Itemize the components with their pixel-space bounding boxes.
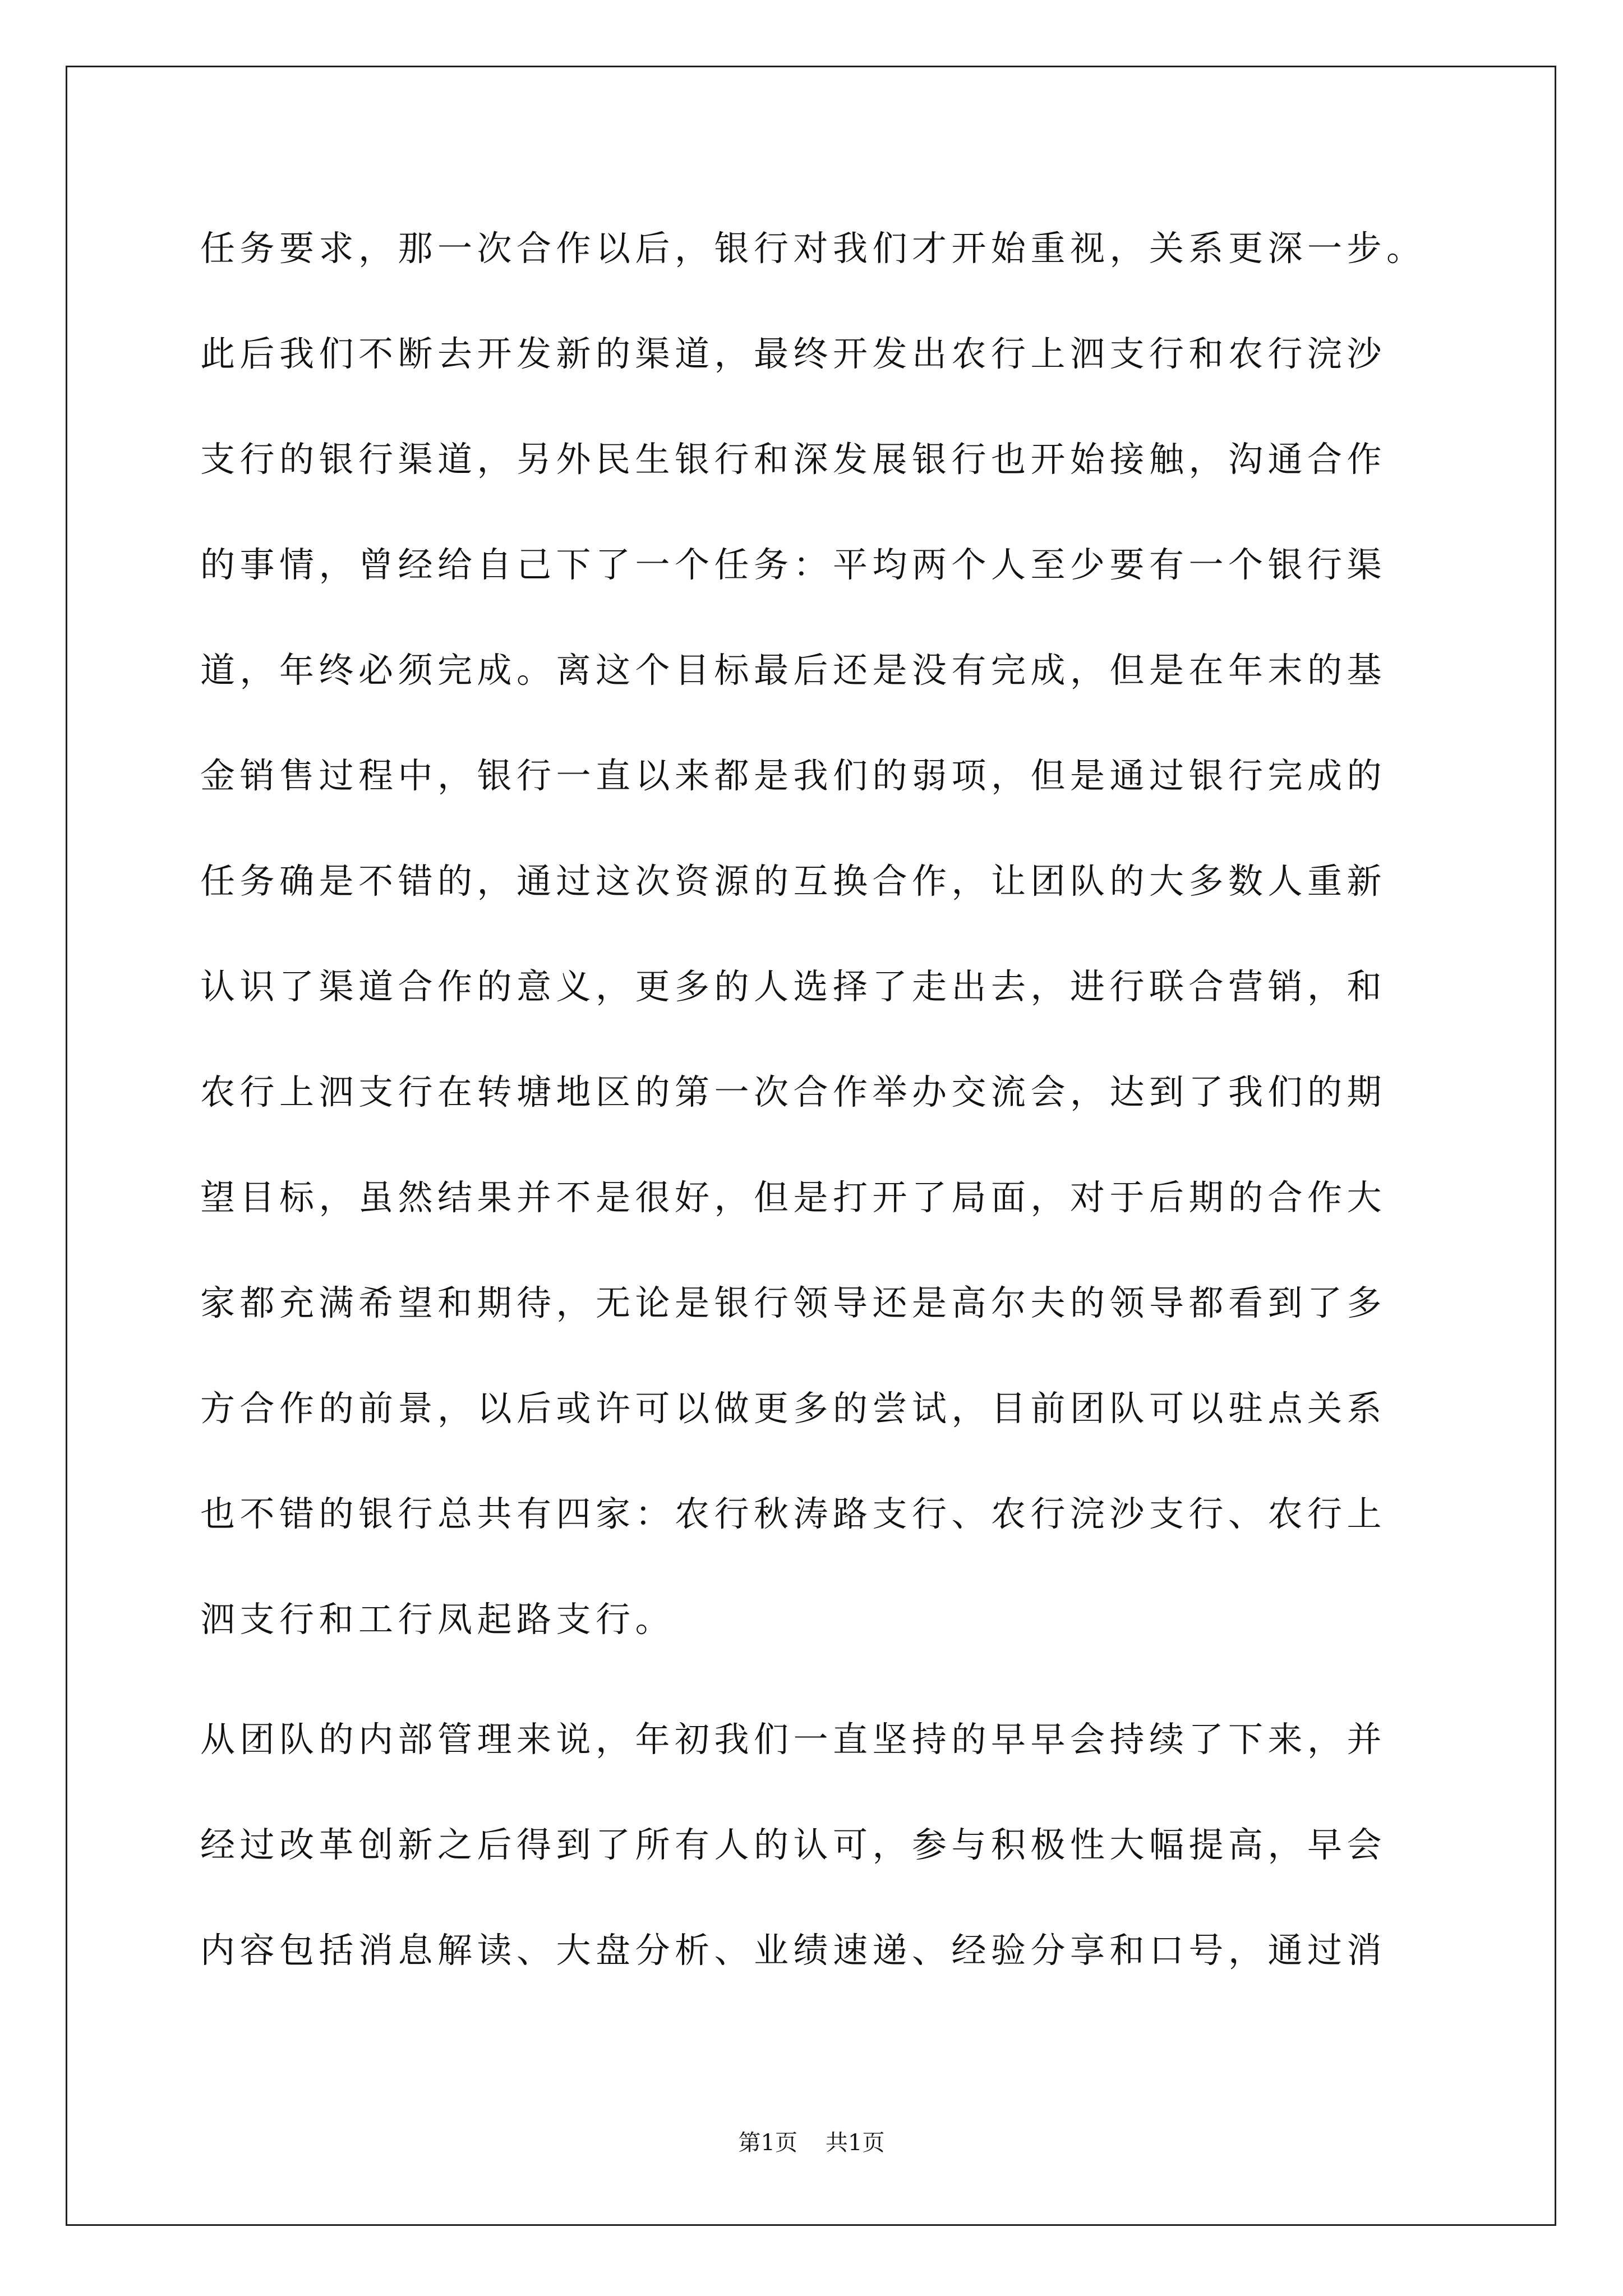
text-line: 支行的银行渠道，另外民生银行和深发展银行也开始接触，沟通合作 <box>200 439 1387 480</box>
text-line: 此后我们不断去开发新的渠道，最终开发出农行上泗支行和农行浣沙 <box>200 333 1387 374</box>
document-body <box>200 196 1456 2003</box>
text-line: 望目标，虽然结果并不是很好，但是打开了局面，对于后期的合作大 <box>200 1177 1387 1218</box>
page-number: 第1页 <box>738 2130 797 2156</box>
text-line: 从团队的内部管理来说，年初我们一直坚持的早早会持续了下来，并 <box>200 1719 1387 1760</box>
text-line: 也不错的银行总共有四家：农行秋涛路支行、农行浣沙支行、农行上 <box>200 1493 1387 1534</box>
page-total: 共1页 <box>826 2130 885 2156</box>
text-line: 任务确是不错的，通过这次资源的互换合作，让团队的大多数人重新 <box>200 861 1387 901</box>
paragraph <box>200 196 1456 1672</box>
text-line: 农行上泗支行在转塘地区的第一次合作举办交流会，达到了我们的期 <box>200 1071 1387 1112</box>
text-line: 内容包括消息解读、大盘分析、业绩速递、经验分享和口号，通过消 <box>200 1930 1387 1971</box>
text-line: 任务要求，那一次合作以后，银行对我们才开始重视，关系更深一步。 <box>200 228 1426 269</box>
paragraph <box>200 1687 1456 2003</box>
text-line: 泗支行和工行凤起路支行。 <box>200 1599 675 1640</box>
text-line: 金销售过程中，银行一直以来都是我们的弱项，但是通过银行完成的 <box>200 755 1387 796</box>
text-line: 方合作的前景，以后或许可以做更多的尝试，目前团队可以驻点关系 <box>200 1388 1387 1429</box>
text-line: 认识了渠道合作的意义，更多的人选择了走出去，进行联合营销，和 <box>200 966 1387 1007</box>
page-footer <box>0 2129 1623 2157</box>
text-line: 道，年终必须完成。离这个目标最后还是没有完成，但是在年末的基 <box>200 650 1387 691</box>
text-line: 的事情，曾经给自己下了一个任务：平均两个人至少要有一个银行渠 <box>200 544 1387 585</box>
text-line: 经过改革创新之后得到了所有人的认可，参与积极性大幅提高，早会 <box>200 1824 1387 1865</box>
text-line: 家都充满希望和期待，无论是银行领导还是高尔夫的领导都看到了多 <box>200 1282 1387 1323</box>
